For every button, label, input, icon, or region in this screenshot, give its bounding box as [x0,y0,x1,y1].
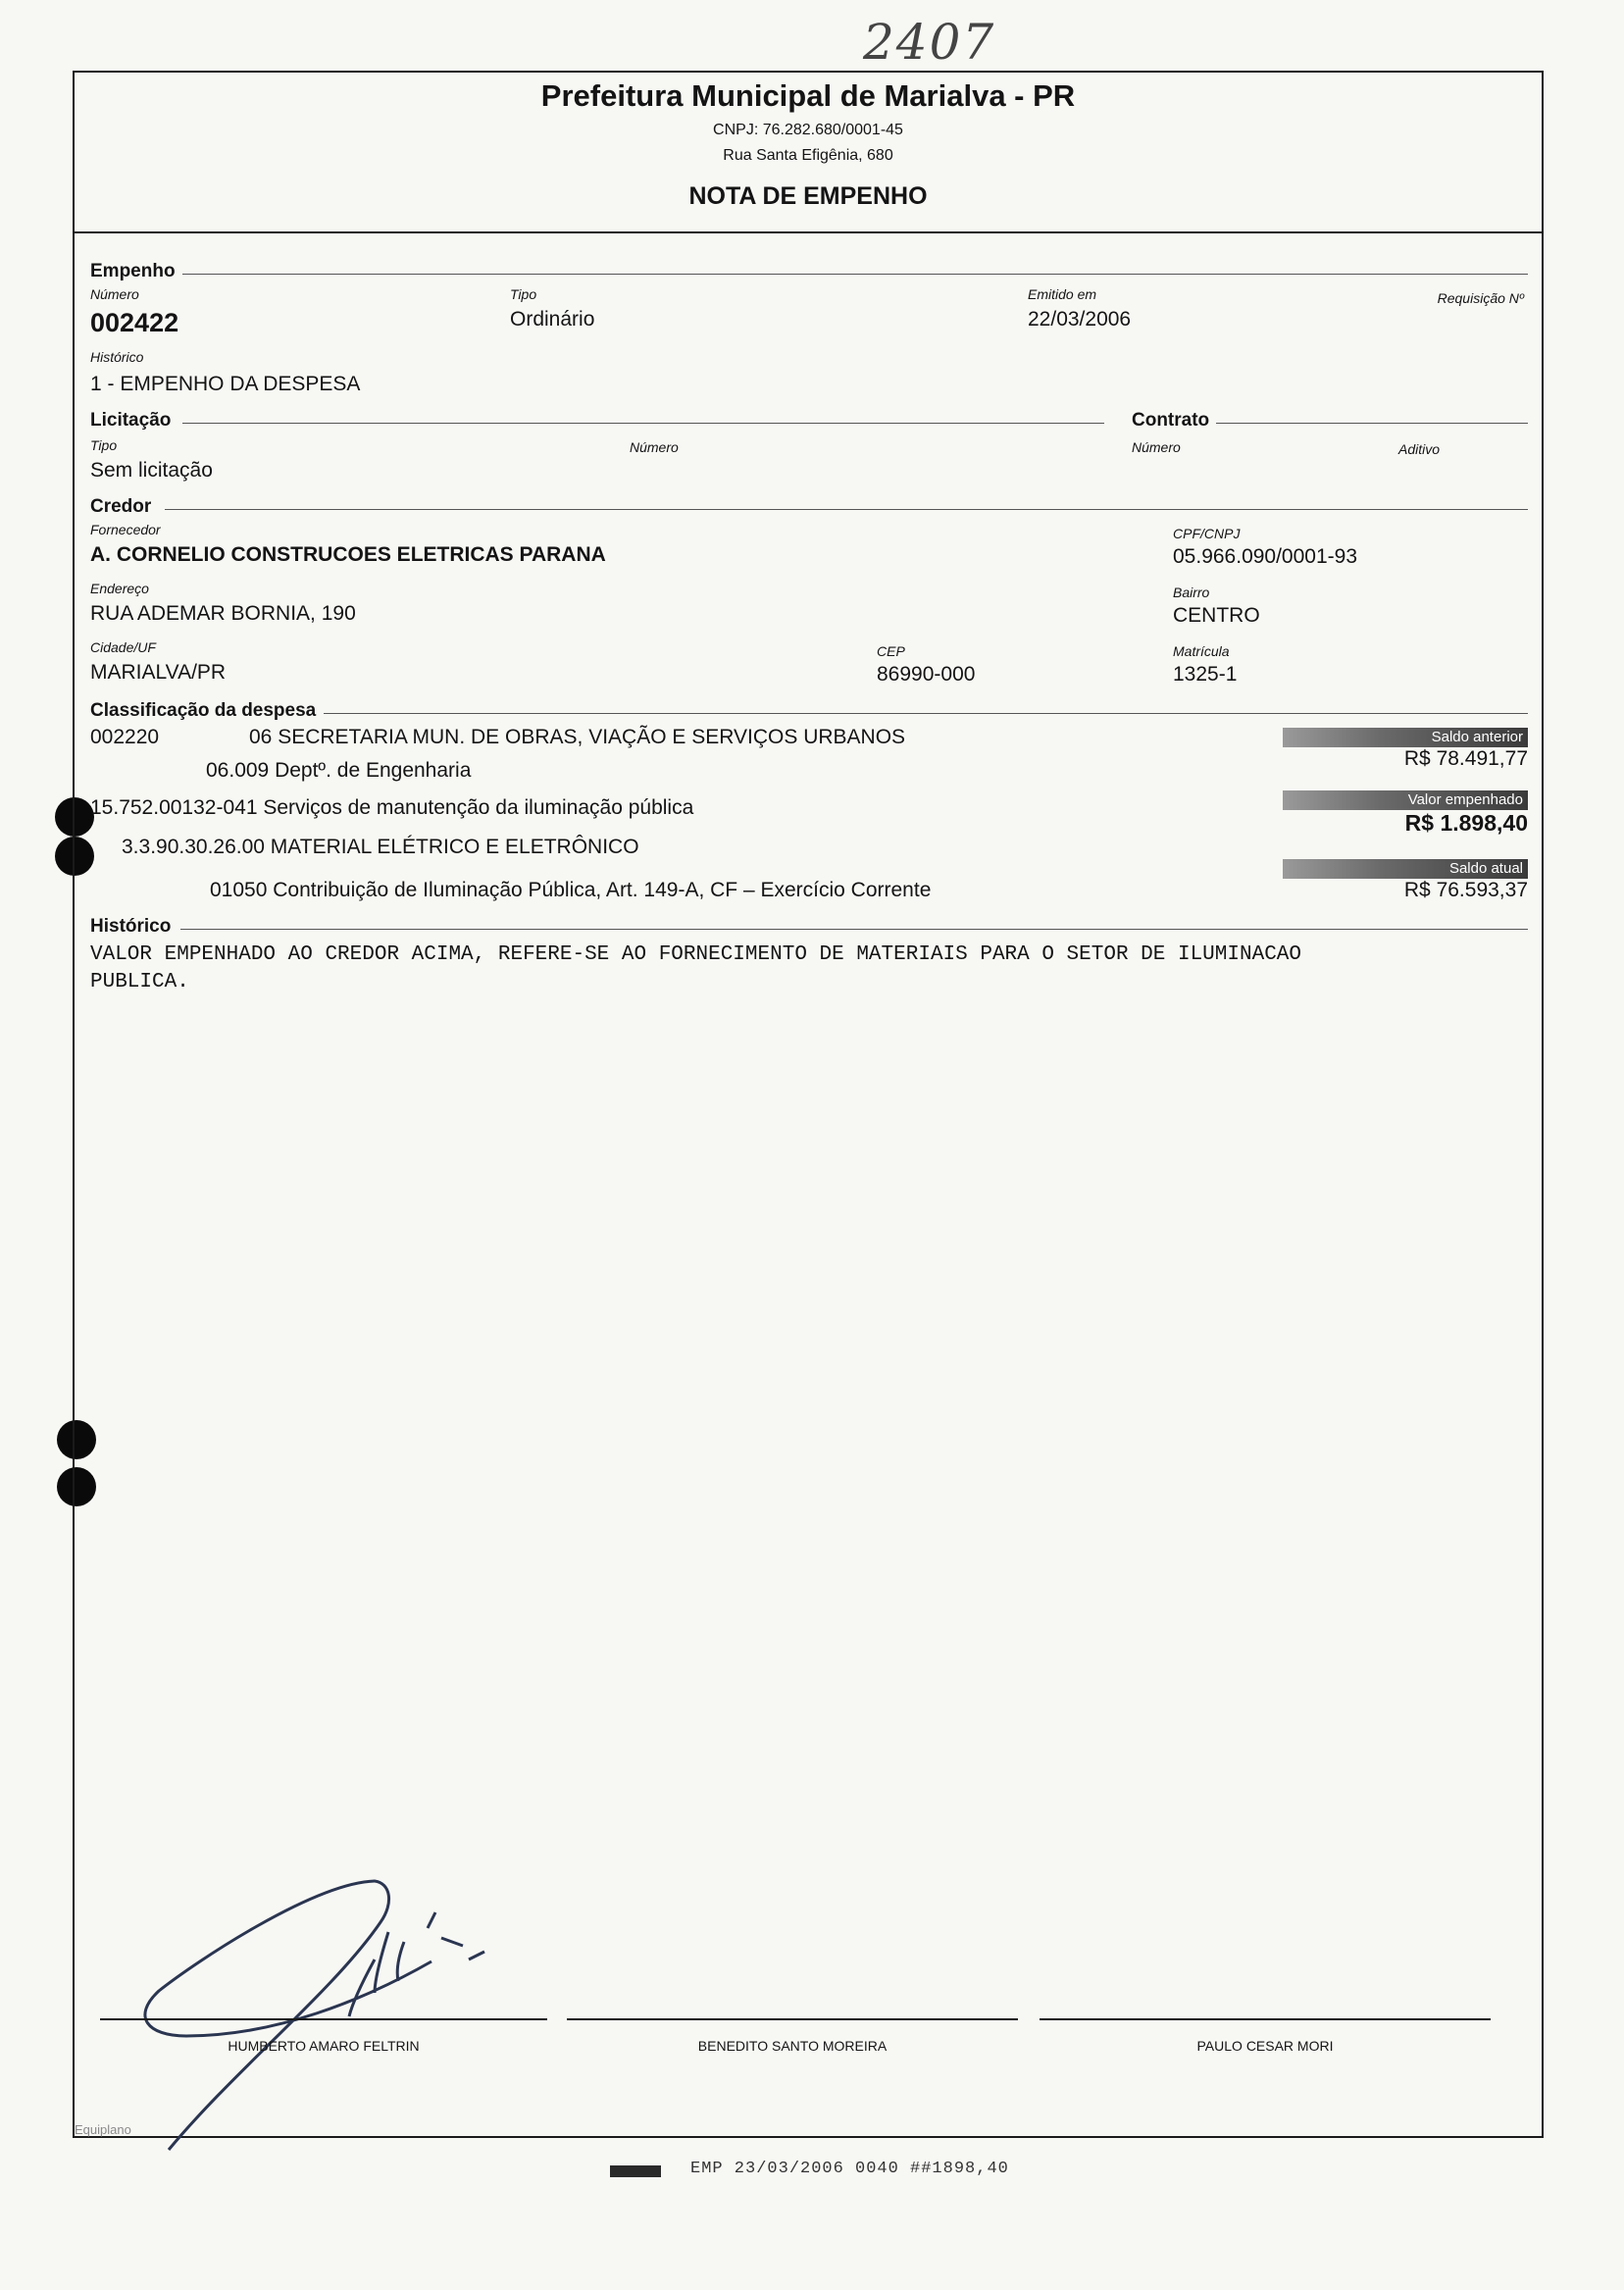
section-licitacao: Licitação [90,410,172,431]
signature-line-2 [567,2018,1018,2020]
section-credor: Credor [90,496,152,517]
saldo-anterior-label: Saldo anterior [1283,728,1528,747]
saldo-anterior-value: R$ 78.491,77 [1403,747,1528,770]
cpf-label: CPF/CNPJ [1173,526,1241,541]
historico-empenho-label: Histórico [90,349,144,365]
empenho-emitido: 22/03/2006 [1028,308,1132,331]
empenho-numero: 002422 [90,308,179,337]
classificacao-orgao: 06 SECRETARIA MUN. DE OBRAS, VIAÇÃO E SERVIÇOS URBANOS [249,726,906,748]
header-address: Rua Santa Efigênia, 680 [723,147,893,164]
handwritten-signature [118,1844,530,2177]
historico-line-1: VALOR EMPENHADO AO CREDOR ACIMA, REFERE-SE AO FORNECIMENTO DE MATERIAIS PARA O SETOR DE ILUMINACAO [90,943,1302,966]
classificacao-code: 002220 [90,726,160,748]
requisicao-label: Requisição Nº [1437,290,1524,306]
historico-line-2: PUBLICA. [90,971,189,993]
signature-line-1 [100,2018,547,2020]
cep-label: CEP [877,643,905,659]
contrato-numero-label: Número [1132,439,1181,455]
section-empenho: Empenho [90,261,176,281]
licitacao-tipo: Sem licitação [90,459,213,482]
stamp-bar-icon [610,2165,661,2177]
section-historico: Histórico [90,916,172,937]
saldo-atual-label: Saldo atual [1283,859,1528,879]
classificacao-funcional: 15.752.00132-041 Serviços de manutenção da iluminação pública [90,796,694,819]
empenho-historico: 1 - EMPENHO DA DESPESA [90,373,361,395]
licitacao-rule [182,423,1104,424]
header-divider [75,231,1542,233]
credor-endereco: RUA ADEMAR BORNIA, 190 [90,602,356,625]
valor-empenhado-label: Valor empenhado [1283,790,1528,810]
licitacao-tipo-label: Tipo [90,437,118,453]
numero-label: Número [90,286,139,302]
credor-fornecedor: A. CORNELIO CONSTRUCOES ELETRICAS PARANA [90,543,606,566]
empenho-rule [182,274,1528,275]
signature-line-3 [1040,2018,1491,2020]
cidade-label: Cidade/UF [90,639,156,655]
saldo-atual-value: R$ 76.593,37 [1403,879,1528,901]
credor-bairro: CENTRO [1173,604,1260,627]
software-footer: Equiplano [75,2122,131,2137]
empenho-tipo: Ordinário [510,308,595,331]
bairro-label: Bairro [1173,585,1210,600]
header-cnpj: CNPJ: 76.282.680/0001-45 [713,122,903,138]
signature-name-2: BENEDITO SANTO MOREIRA [697,2038,888,2054]
valor-empenhado-value: R$ 1.898,40 [1404,810,1528,836]
printer-stamp: EMP 23/03/2006 0040 ##1898,40 [690,2160,1009,2178]
handwritten-number: 2407 [863,14,996,71]
signature-name-3: PAULO CESAR MORI [1196,2038,1334,2054]
credor-cpf: 05.966.090/0001-93 [1173,545,1358,568]
credor-cep: 86990-000 [877,663,976,686]
credor-cidade: MARIALVA/PR [90,661,227,684]
emitido-label: Emitido em [1028,286,1097,302]
historico-rule [180,929,1528,930]
page-title: Prefeitura Municipal de Marialva - PR [540,78,1076,113]
header [75,75,1542,231]
doc-title: NOTA DE EMPENHO [688,182,928,210]
fornecedor-label: Fornecedor [90,522,161,537]
licitacao-numero-label: Número [630,439,679,455]
classificacao-fonte: 01050 Contribuição de Iluminação Pública, Art. 149-A, CF – Exercício Corrente [210,879,932,901]
classificacao-unidade: 06.009 Deptº. de Engenharia [206,759,472,782]
classificacao-rule [324,713,1528,714]
contrato-rule [1216,423,1528,424]
contrato-aditivo-label: Aditivo [1398,441,1441,457]
tipo-label: Tipo [510,286,537,302]
signature-name-1: HUMBERTO AMARO FELTRIN [228,2038,420,2054]
matricula-label: Matrícula [1173,643,1230,659]
credor-rule [165,509,1528,510]
endereco-label: Endereço [90,581,149,596]
section-classificacao: Classificação da despesa [90,700,317,721]
classificacao-elemento: 3.3.90.30.26.00 MATERIAL ELÉTRICO E ELETRÔNICO [122,836,639,858]
section-contrato: Contrato [1132,410,1210,431]
credor-matricula: 1325-1 [1173,663,1238,686]
